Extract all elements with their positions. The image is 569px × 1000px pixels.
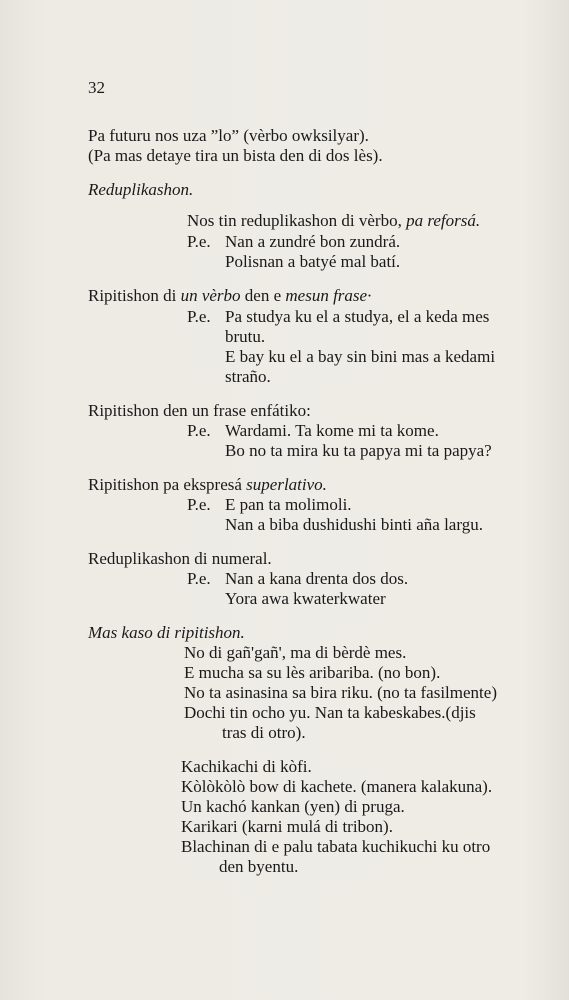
example-line: Nan a zundré bon zundrá.: [225, 232, 401, 251]
example-emphasis: pa reforsá.: [406, 211, 481, 230]
example-line: E mucha sa su lès aribariba. (no bon).: [184, 663, 441, 682]
example-line: brutu.: [225, 327, 266, 346]
example-line: Wardami. Ta kome mi ta kome.: [225, 421, 439, 440]
example-line: Nan a kana drenta dos dos.: [225, 569, 409, 588]
section-heading: Mas kaso di ripitishon.: [88, 623, 245, 642]
example-line: E bay ku el a bay sin bini mas a kedami: [225, 347, 496, 366]
example-prefix: P.e.: [187, 569, 211, 588]
example-line: Kachikachi di kòfi.: [181, 757, 312, 776]
example-line: No ta asinasina sa bira riku. (no ta fasilmente): [184, 683, 497, 702]
section-heading: Reduplikashon.: [88, 180, 194, 199]
example-line: Nan a biba dushidushi binti aña largu.: [225, 515, 483, 534]
example-line: Karikari (karni mulá di tribon).: [181, 817, 393, 836]
intro-line: Pa futuru nos uza ”lo” (vèrbo owksilyar).: [88, 126, 369, 145]
example-line: den byentu.: [219, 857, 299, 876]
page-number: 32: [88, 78, 105, 97]
section-heading: Reduplikashon di numeral.: [88, 549, 272, 568]
example-line: tras di otro).: [222, 723, 306, 742]
example-prefix: P.e.: [187, 232, 211, 251]
example-line: Dochi tin ocho yu. Nan ta kabeskabes.(djis: [184, 703, 476, 722]
example-line: Yora awa kwaterkwater: [225, 589, 386, 608]
example-text: Nos tin reduplikashon di vèrbo,: [187, 211, 402, 230]
example-line: Un kachó kankan (yen) di pruga.: [181, 797, 405, 816]
example-prefix: P.e.: [187, 495, 211, 514]
section-heading: Ripitishon pa ekspresá superlativo.: [88, 475, 327, 494]
example-line: Kòlòkòlò bow di kachete. (manera kalakuna).: [181, 777, 493, 796]
example-line: No di gañ'gañ', ma di bèrdè mes.: [184, 643, 407, 662]
example-line: Blachinan di e palu tabata kuchikuchi ku otro: [181, 837, 491, 856]
section-heading: Ripitishon di un vèrbo den e mesun frase·: [88, 286, 372, 305]
example-line: straño.: [225, 367, 271, 386]
example-line: [187, 211, 480, 231]
example-line: Polisnan a batyé mal batí.: [225, 252, 401, 271]
example-line: Bo no ta mira ku ta papya mi ta papya?: [225, 441, 492, 460]
example-line: E pan ta molimoli.: [225, 495, 352, 514]
intro-line: (Pa mas detaye tira un bista den di dos lès).: [88, 146, 383, 165]
example-prefix: P.e.: [187, 421, 211, 440]
example-line: Pa studya ku el a studya, el a keda mes: [225, 307, 490, 326]
example-prefix: P.e.: [187, 307, 211, 326]
section-heading: Ripitishon den un frase enfátiko:: [88, 401, 311, 420]
